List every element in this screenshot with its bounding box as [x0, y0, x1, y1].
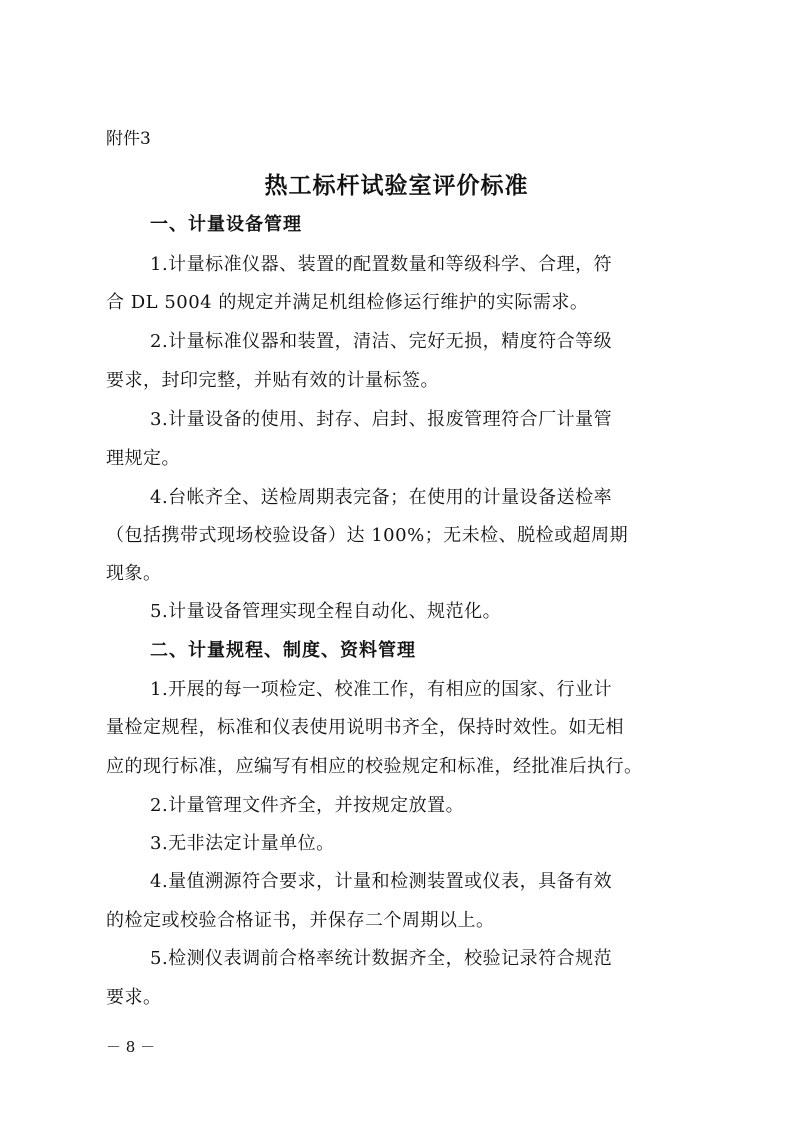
- section-2-heading: 二、计量规程、制度、资料管理: [150, 640, 416, 661]
- section-2-item-4-line-1: 4.量值溯源符合要求，计量和检测装置或仪表，具备有效: [150, 871, 613, 892]
- page-number: － 8 －: [106, 1038, 156, 1056]
- section-1-item-4-line-1: 4.台帐齐全、送检周期表完备；在使用的计量设备送检率: [150, 487, 613, 508]
- section-1-item-4-line-2: （包括携带式现场校验设备）达 100%；无未检、脱检或超周期: [106, 525, 629, 546]
- section-2-item-1-line-1: 1.开展的每一项检定、校准工作，有相应的国家、行业计: [150, 679, 613, 700]
- section-1-item-1-line-1: 1.计量标准仪器、装置的配置数量和等级科学、合理，符: [150, 254, 613, 275]
- section-2-item-2-line-1: 2.计量管理文件齐全，并按规定放置。: [150, 795, 465, 816]
- section-1-item-5-line-1: 5.计量设备管理实现全程自动化、规范化。: [150, 601, 502, 622]
- section-1-item-4-line-3: 现象。: [106, 563, 162, 584]
- document-title: 热工标杆试验室评价标准: [264, 173, 529, 199]
- attachment-label: 附件3: [106, 129, 151, 149]
- section-2-item-1-line-2: 量检定规程，标准和仪表使用说明书齐全，保持时效性。如无相: [106, 717, 624, 738]
- section-1-item-3-line-2: 理规定。: [106, 448, 180, 469]
- section-1-item-1-line-2: 合 DL 5004 的规定并满足机组检修运行维护的实际需求。: [106, 292, 589, 313]
- section-2-item-4-line-2: 的检定或校验合格证书，并保存二个周期以上。: [106, 910, 495, 931]
- section-2-item-1-line-3: 应的现行标准，应编写有相应的校验规定和标准，经批准后执行。: [106, 756, 643, 777]
- section-1-item-2-line-1: 2.计量标准仪器和装置，清洁、完好无损，精度符合等级: [150, 331, 613, 352]
- section-1-item-3-line-1: 3.计量设备的使用、封存、启封、报废管理符合厂计量管: [150, 409, 613, 430]
- section-1-heading: 一、计量设备管理: [150, 214, 302, 235]
- section-2-item-3-line-1: 3.无非法定计量单位。: [150, 833, 335, 854]
- section-2-item-5-line-2: 要求。: [106, 987, 162, 1008]
- section-2-item-5-line-1: 5.检测仪表调前合格率统计数据齐全，校验记录符合规范: [150, 948, 613, 969]
- section-1-item-2-line-2: 要求，封印完整，并贴有效的计量标签。: [106, 370, 439, 391]
